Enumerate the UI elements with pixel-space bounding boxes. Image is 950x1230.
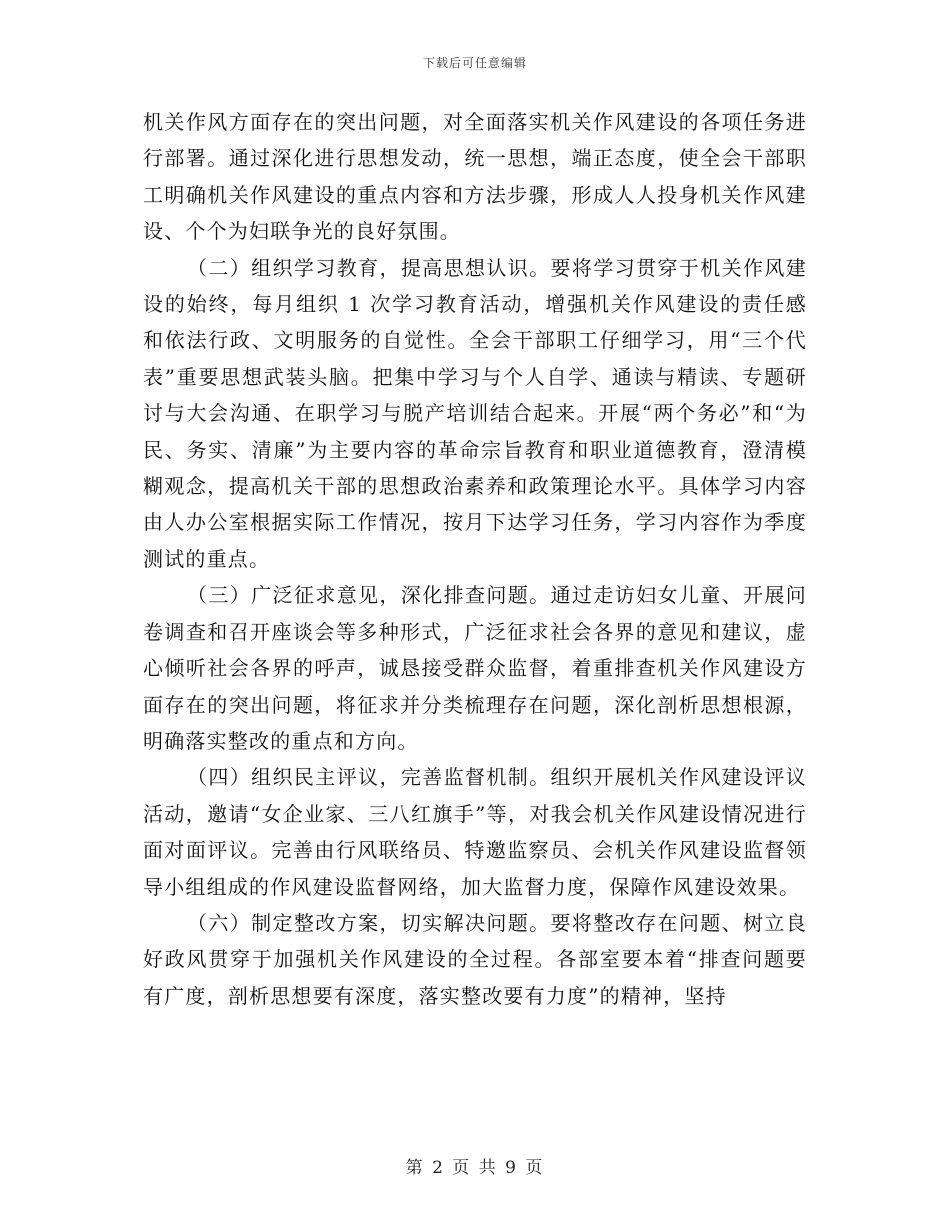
paragraph-continuation: 机关作风方面存在的突出问题，对全面落实机关作风建设的各项任务进行部署。通过深化进行思想发动，统一思想，端正态度，使全会干部职工明确机关作风建设的重点内容和方法步骤，形成人人投身机关作风建设、个个为妇联争光的良好氛围。 xyxy=(143,110,807,244)
page-number: 第 2 页 共 9 页 xyxy=(405,1158,545,1178)
header-note: 下载后可任意编辑 xyxy=(422,56,527,70)
paragraph-solicit-opinions: （三）广泛征求意见，深化排查问题。通过走访妇女儿童、开展问卷调查和召开座谈会等多种形式，广泛征求社会各界的意见和建议，虚心倾听社会各界的呼声，诚恳接受群众监督，着重排查机关作风建设方面存在的突出问题，将征求并分类梳理存在问题，深化剖析思想根源，明确落实整改的重点和方向。 xyxy=(143,583,807,753)
paragraph-democratic-review: （四）组织民主评议，完善监督机制。组织开展机关作风建设评议活动，邀请“女企业家、三八红旗手”等，对我会机关作风建设情况进行面对面评议。完善由行风联络员、特邀监察员、会机关作风建设监督领导小组组成的作风建设监督网络，加大监督力度，保障作风建设效果。 xyxy=(143,765,807,899)
paragraph-study-education: （二）组织学习教育，提高思想认识。要将学习贯穿于机关作风建设的始终，每月组织 1 次学习教育活动，增强机关作风建设的责任感和依法行政、文明服务的自觉性。全会干部职工仔细学习，用“三个代表”重要思想武装头脑。把集中学习与个人自学、通读与精读、专题研讨与大会沟通、在职学习与脱产培训结合起来。开展“两个务必”和“为民、务实、清廉”为主要内容的革命宗旨教育和职业道德教育，澄清模糊观念，提高机关干部的思想政治素养和政策理论水平。具体学习内容由人办公室根据实际工作情况，按月下达学习任务，学习内容作为季度测试的重点。 xyxy=(143,255,807,571)
paragraph-rectification-plan: （六）制定整改方案，切实解决问题。要将整改存在问题、树立良好政风贯穿于加强机关作风建设的全过程。各部室要本着“排查问题要有广度，剖析思想要有深度，落实整改要有力度”的精神，坚持 xyxy=(143,910,807,1008)
document-body xyxy=(143,104,807,1014)
